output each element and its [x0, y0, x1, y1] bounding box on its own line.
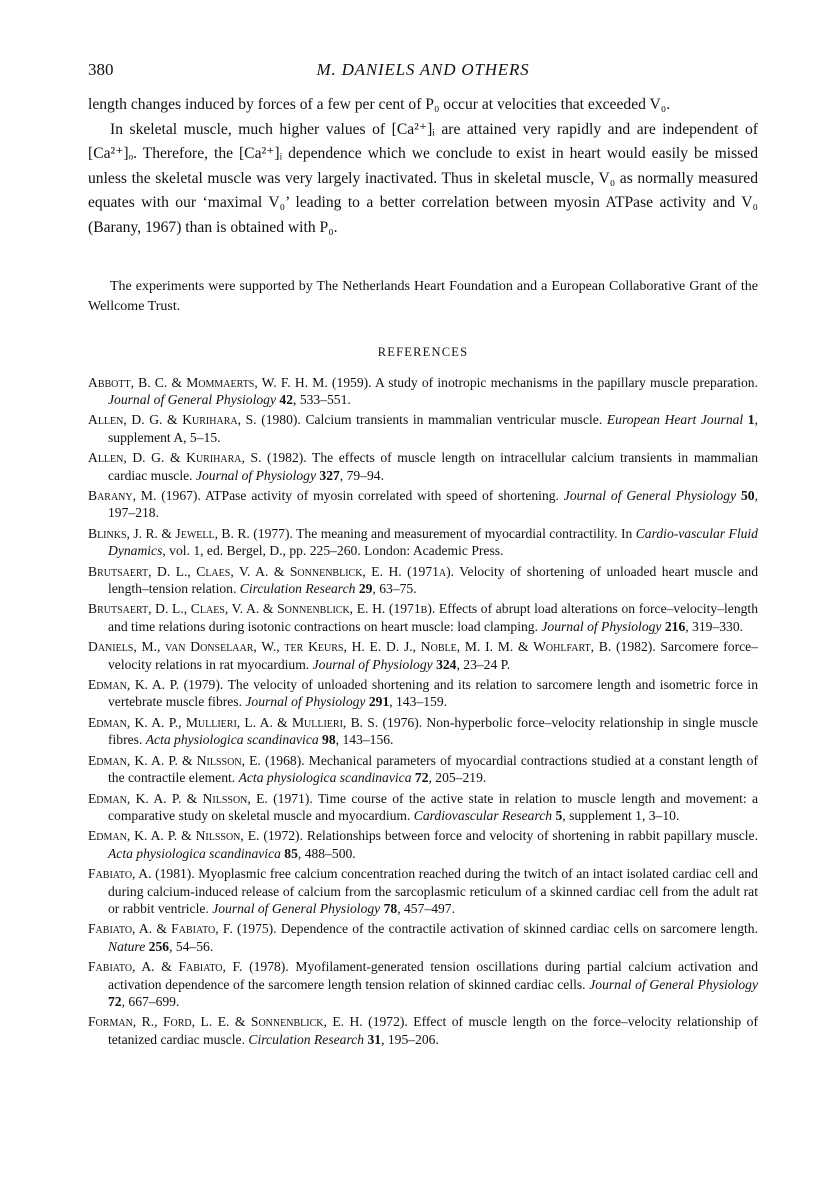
reference-entry [88, 487, 758, 522]
reference-volume: 85 [280, 845, 298, 861]
reference-title: Velocity of shortening of unloaded heart muscle and length–tension relation. [108, 563, 758, 597]
reference-pages: , 54–56. [169, 938, 214, 954]
reference-authors: Fabiato, A. & Fabiato, F. (1978). [88, 959, 289, 975]
journal-page [88, 60, 758, 1051]
reference-title: A study of inotropic mechanisms in the papillary muscle preparation. [371, 374, 758, 390]
reference-entry [88, 600, 758, 635]
reference-journal: Journal of Physiology [541, 618, 662, 634]
reference-journal: Journal of Physiology [245, 694, 366, 710]
reference-authors: Abbott, B. C. & Mommaerts, W. F. H. M. (1959). [88, 374, 372, 390]
reference-volume: 72 [411, 770, 429, 786]
reference-title: The velocity of unloaded shortening and its relation to sarcomere length and isometric force in vertebrate muscle fibres. [108, 677, 758, 710]
reference-pages: , 319–330. [685, 618, 744, 634]
reference-volume: 29 [355, 581, 373, 597]
reference-pages: , 457–497. [397, 900, 455, 916]
reference-entry [88, 525, 758, 560]
reference-entry [88, 563, 758, 598]
reference-journal: Journal of General Physiology [589, 976, 758, 992]
reference-journal: Journal of Physiology [195, 467, 316, 483]
body-paragraph-2: In skeletal muscle, much higher values of [Ca²⁺]ᵢ are attained very rapidly and are independent of [Ca²⁺]ₒ. Therefore, the [Ca²⁺]ᵢ dependence which we conclude to exist in heart would easily be missed unless the skeletal muscle was very largely inactivated. Thus in skeletal muscle, V₀ as normally measured equates with our ‘maximal V₀’ leading to a better correlation between myosin ATPase activity and V₀ (Barany, 1967) than is obtained with P₀. [88, 120, 758, 236]
reference-volume: 291 [365, 694, 390, 710]
reference-journal: Acta physiologica scandinavica [238, 770, 412, 786]
reference-title: Time course of the active state in relation to muscle length and movement: a comparative study on skeletal muscle and myocardium. [108, 790, 758, 823]
reference-title: The effects of muscle length on intracellular calcium transients in mammalian cardiac muscle. [108, 450, 758, 483]
reference-entry [88, 865, 758, 917]
reference-entry [88, 676, 758, 711]
reference-pages: , 533–551. [293, 391, 351, 407]
reference-authors: Edman, K. A. P. & Nilsson, E. (1972). [88, 828, 303, 844]
reference-volume: 31 [364, 1031, 382, 1047]
reference-journal: Circulation Research [248, 1031, 365, 1047]
running-head: M. DANIELS AND OTHERS [316, 60, 530, 79]
reference-entry [88, 752, 758, 787]
reference-entry [88, 638, 758, 673]
reference-journal: Journal of Physiology [312, 656, 433, 672]
reference-authors: Fabiato, A. (1981). [88, 866, 195, 882]
reference-pages: , 197–218. [108, 488, 758, 521]
reference-journal: Acta physiologica scandinavica [145, 732, 319, 748]
reference-pages: , supplement A, 5–15. [108, 412, 759, 445]
reference-title: Sarcomere force–velocity relations in rat myocardium. [108, 639, 758, 672]
reference-journal: Journal of General Physiology [212, 900, 381, 916]
reference-entry [88, 374, 758, 409]
reference-title: Non-hyperbolic force–velocity relationship in single muscle fibres. [108, 714, 758, 748]
reference-journal: Journal of General Physiology [563, 488, 737, 503]
reference-title: Myoplasmic free calcium concentration reached during the twitch of an intact isolated cardiac cell and during calcium-induced release of calcium from the sarcoplasmic reticulum of a skinned cardiac cell from the adult rat or rabbit ventricle. [108, 866, 758, 916]
reference-title: Mechanical parameters of myocardial contractions studied at a constant length of the contractile element. [108, 752, 758, 786]
reference-entry [88, 920, 758, 955]
reference-title: Myofilament-generated tension oscillations during partial calcium activation and activation dependence of the sarcomere length tension relation of skinned cardiac cells. [108, 959, 758, 992]
reference-authors: Blinks, J. R. & Jewell, B. R. (1977). [88, 525, 293, 541]
reference-volume: 216 [661, 618, 686, 634]
reference-pages: , vol. 1, ed. Bergel, D., pp. 225–260. London: Academic Press. [162, 543, 504, 559]
reference-authors: Daniels, M., van Donselaar, W., ter Keurs, H. E. D. J., Noble, M. I. M. & Wohlfart, B. (1982). [88, 639, 656, 655]
reference-authors: Edman, K. A. P. (1979). [88, 677, 224, 693]
reference-entry [88, 449, 758, 484]
reference-authors: Edman, K. A. P. & Nilsson, E. (1968). [88, 752, 305, 768]
reference-entry [88, 958, 758, 1010]
reference-journal: Journal of General Physiology [108, 391, 277, 407]
reference-title: ATPase activity of myosin correlated with speed of shortening. [200, 488, 564, 503]
reference-journal: Cardio-vascular Fluid Dynamics [108, 525, 758, 559]
reference-journal: Cardiovascular Research [413, 807, 553, 823]
body-paragraph-1: length changes induced by forces of a few per cent of P₀ occur at velocities that exceeded V₀. [88, 96, 671, 113]
reference-title: Effects of abrupt load alterations on force–velocity–length and time relations during isotonic contractions on heart muscle: load clamping. [108, 601, 758, 634]
reference-pages: , 63–75. [372, 581, 417, 597]
reference-entry [88, 411, 758, 446]
reference-entry [88, 1013, 758, 1048]
reference-pages: , 488–500. [297, 845, 356, 861]
reference-pages: , 79–94. [339, 467, 384, 483]
reference-authors: Allen, D. G. & Kurihara, S. (1982). [88, 450, 307, 466]
reference-pages: , 23–24 P. [456, 656, 511, 672]
reference-authors: Fabiato, A. & Fabiato, F. (1975). [88, 921, 277, 937]
reference-journal: Circulation Research [239, 581, 356, 597]
reference-pages: , 143–159. [389, 694, 448, 710]
reference-volume: 72 [108, 993, 122, 1009]
reference-journal: European Heart Journal [606, 412, 744, 428]
reference-title: Dependence of the contractile activation of skinned cardiac cells on sarcomere length. [276, 921, 758, 937]
reference-entry [88, 827, 758, 862]
reference-volume: 1 [743, 412, 755, 428]
page-header [88, 60, 758, 88]
reference-title: The meaning and measurement of myocardial contractility. In [292, 525, 636, 541]
reference-volume: 50 [736, 488, 755, 503]
references-heading: REFERENCES [377, 344, 469, 359]
reference-pages: , supplement 1, 3–10. [562, 807, 680, 823]
reference-authors: Edman, K. A. P., Mullieri, L. A. & Mullieri, B. S. (1976). [88, 714, 423, 730]
reference-volume: 324 [432, 656, 457, 672]
reference-volume: 5 [552, 807, 563, 823]
reference-volume: 256 [145, 938, 170, 954]
reference-volume: 327 [316, 467, 340, 483]
page-number: 380 [88, 60, 114, 79]
reference-volume: 78 [380, 900, 398, 916]
reference-pages: , 195–206. [381, 1031, 439, 1047]
reference-title: Calcium transients in mammalian ventricular muscle. [300, 412, 607, 428]
reference-entry [88, 714, 758, 749]
reference-authors: Brutsaert, D. L., Claes, V. A. & Sonnenblick, E. H. (1971b). [88, 601, 436, 617]
reference-title: Effect of muscle length on the force–velocity relationship of tetanized cardiac muscle. [108, 1014, 758, 1047]
reference-list [88, 374, 758, 1049]
reference-entry [88, 790, 758, 825]
acknowledgement: The experiments were supported by The Netherlands Heart Foundation and a European Collaborative Grant of the Wellcome Trust. [88, 278, 758, 314]
reference-pages: , 143–156. [335, 732, 394, 748]
reference-title: Relationships between force and velocity of shortening in rabbit papillary muscle. [303, 828, 758, 844]
reference-pages: , 205–219. [428, 770, 487, 786]
reference-authors: Allen, D. G. & Kurihara, S. (1980). [88, 412, 301, 428]
reference-authors: Edman, K. A. P. & Nilsson, E. (1971). [88, 790, 313, 806]
reference-authors: Barany, M. (1967). [88, 488, 201, 503]
reference-volume: 42 [276, 391, 294, 407]
reference-authors: Forman, R., Ford, L. E. & Sonnenblick, E. H. (1972). [88, 1014, 408, 1030]
reference-pages: , 667–699. [121, 993, 180, 1009]
reference-journal: Acta physiologica scandinavica [108, 845, 281, 861]
reference-journal: Nature [108, 938, 146, 954]
reference-authors: Brutsaert, D. L., Claes, V. A. & Sonnenblick, E. H. (1971a). [88, 563, 455, 579]
reference-volume: 98 [318, 732, 336, 748]
